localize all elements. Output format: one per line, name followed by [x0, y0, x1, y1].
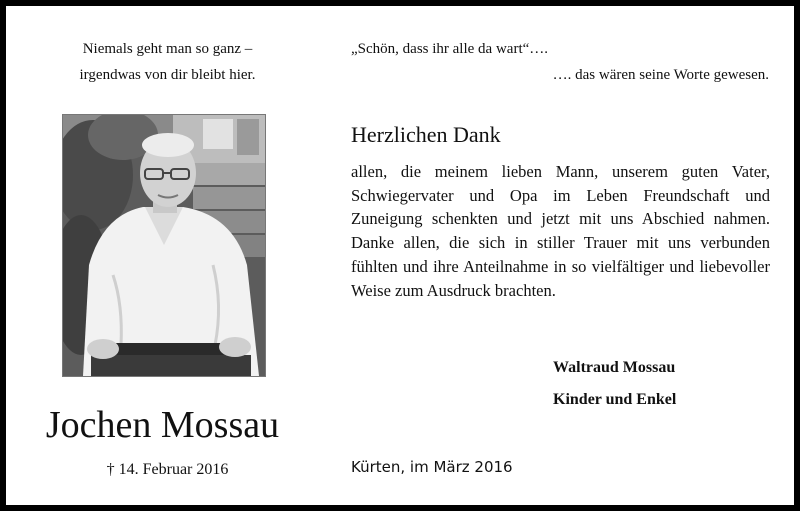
poem-left-line-1: Niemals geht man so ganz –: [82, 41, 253, 57]
thanks-body: allen, die meinem lieben Mann, unserem guten Vater, Schwiegervater und Opa im Leben Freundschaft und Zuneigung schenkten und jetzt mit uns Abschied nahmen. Danke allen, die sich in stiller Trauer mit uns verbunden fühlten und ihre Anteilnahme in so vielfältiger und liebevoller Weise zum Ausdruck brachten.: [351, 162, 770, 300]
poem-right-line-1: „Schön, dass ihr alle da wart“….: [351, 41, 549, 57]
signature-line-2: Kinder und Enkel: [553, 391, 677, 408]
poem-left-line-2: irgendwas von dir bleibt hier.: [79, 67, 256, 83]
portrait-photo: [62, 114, 266, 377]
thanks-title: Herzlichen Dank: [351, 122, 501, 147]
death-date: † 14. Februar 2016: [106, 461, 229, 478]
poem-right-line-2: …. das wären seine Worte gewesen.: [552, 67, 769, 83]
place-date: Kürten, im März 2016: [351, 458, 513, 476]
signature-line-1: Waltraud Mossau: [553, 359, 676, 376]
poem-right: [351, 36, 769, 88]
poem-left: [60, 36, 275, 88]
deceased-name: Jochen Mossau: [45, 404, 280, 446]
